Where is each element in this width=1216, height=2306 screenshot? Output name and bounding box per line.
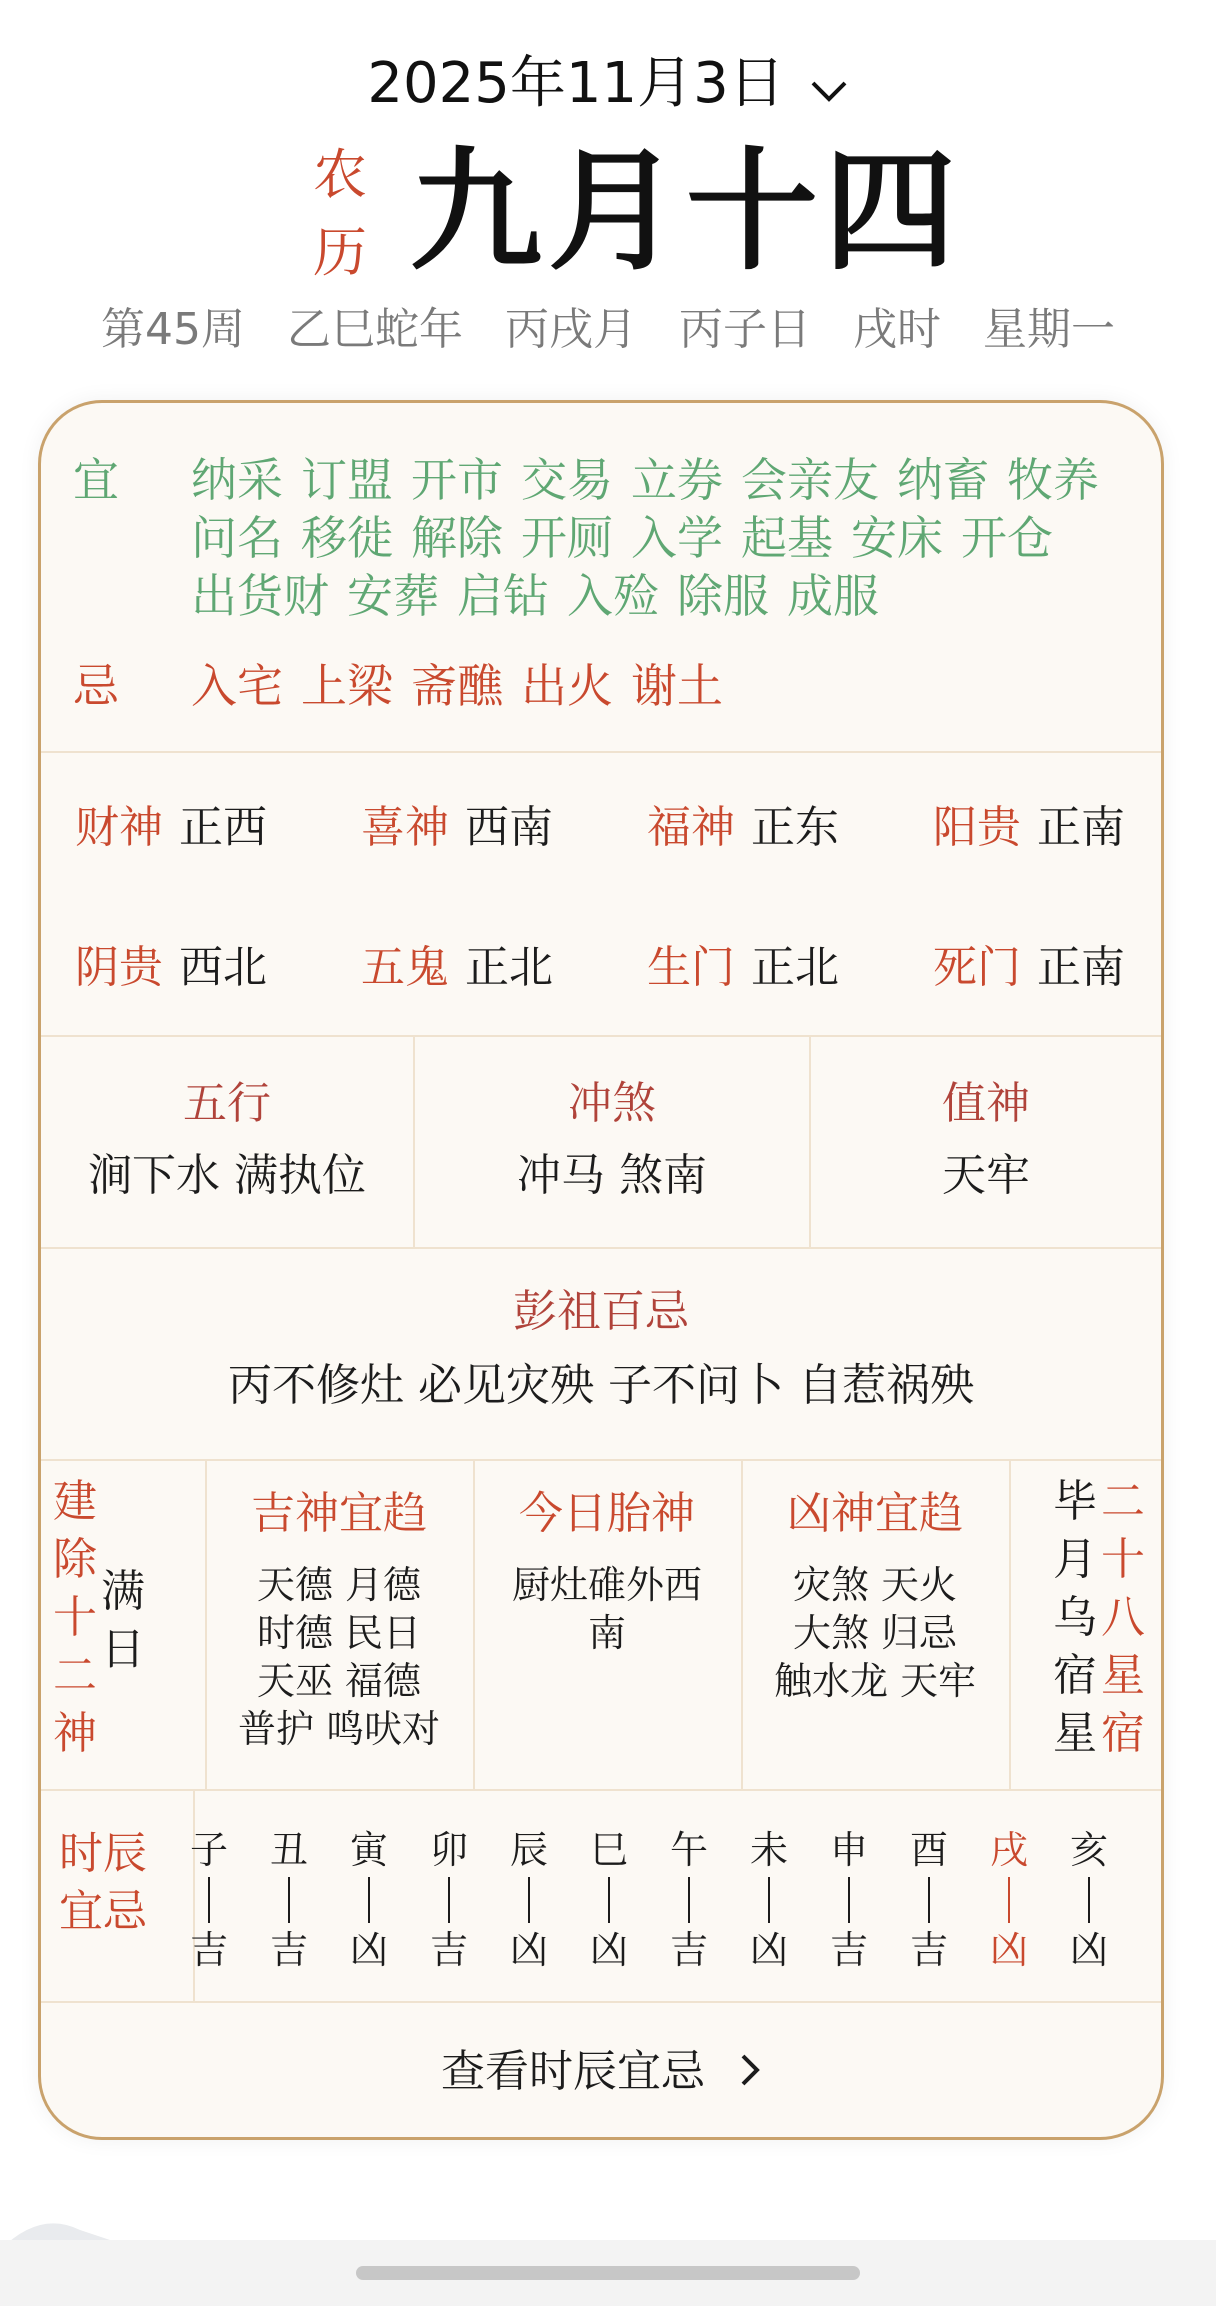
jianchu-label-char: 神: [53, 1708, 97, 1759]
ji-item: 谢土: [631, 659, 723, 713]
jishen-title: 吉神宜趋: [251, 1488, 427, 1539]
god-direction-item: [361, 939, 553, 997]
shichen-label-line: 时辰: [59, 1828, 147, 1879]
xiongshen-line: 大煞 归忌: [792, 1611, 958, 1655]
shichen-hour[interactable]: [659, 1825, 719, 1975]
hour-connector: [688, 1877, 690, 1923]
god-name: 阳贵: [933, 802, 1021, 853]
year-ganzhi: 乙巳蛇年: [287, 304, 463, 355]
shichen-hour[interactable]: [259, 1825, 319, 1975]
yi-item: 牧养: [1007, 453, 1099, 507]
pengzu-section: [41, 1247, 1161, 1461]
jianchu-label-char: 二: [53, 1650, 97, 1701]
god-name: 阴贵: [75, 942, 163, 993]
yi-item: 会亲友: [741, 453, 879, 507]
god-direction: 正东: [751, 802, 839, 853]
xiu-label-char: 二: [1101, 1476, 1145, 1527]
jishen-cell: [207, 1459, 471, 1789]
yi-item: 除服: [677, 569, 769, 623]
hour-ji: 凶: [589, 1928, 628, 1972]
shichen-row: [41, 1789, 1161, 2003]
hour-zhi: 辰: [509, 1828, 548, 1872]
god-direction-item: [75, 939, 267, 997]
shichen-hour[interactable]: [499, 1825, 559, 1975]
shichen-label-line: 宜忌: [59, 1886, 147, 1937]
jishen-list: [207, 1561, 471, 1753]
yi-item: 出货财: [191, 569, 329, 623]
hour-ji: 凶: [749, 1928, 788, 1972]
gods-detail-row: [41, 1459, 1161, 1791]
hour-ji: 凶: [1069, 1928, 1108, 1972]
god-name: 喜神: [361, 802, 449, 853]
date-label: 2025年11月3日: [367, 51, 785, 116]
god-direction: 正南: [1037, 802, 1125, 853]
view-shichen-button[interactable]: [41, 2001, 1161, 2140]
god-direction: 正北: [465, 942, 553, 993]
wuxing-cell: [41, 1035, 413, 1247]
ji-item: 上梁: [301, 659, 393, 713]
hour-connector: [768, 1877, 770, 1923]
hour-zhi: 戌: [989, 1828, 1028, 1872]
xiu-label-char: 八: [1101, 1592, 1145, 1643]
god-direction-item: [361, 799, 553, 857]
almanac-card: [38, 400, 1164, 2140]
ji-item: 入宅: [191, 659, 283, 713]
xiu-label: [1099, 1473, 1147, 1763]
pengzu-value: 丙不修灶 必见灾殃 子不问卜 自惹祸殃: [228, 1360, 974, 1411]
hour-connector: [608, 1877, 610, 1923]
god-direction: 西北: [179, 942, 267, 993]
hour-zhi: 卯: [429, 1828, 468, 1872]
home-indicator[interactable]: [356, 2266, 860, 2280]
ji-item: 出火: [521, 659, 613, 713]
xiongshen-line: 触水龙 天牢: [773, 1659, 977, 1703]
taishen-line: 厨灶碓外西: [511, 1563, 702, 1607]
chongsha-title: 冲煞: [568, 1078, 656, 1129]
yi-ji-section: [41, 403, 1161, 753]
hour-connector: [208, 1877, 210, 1923]
view-shichen-label: 查看时辰宜忌: [441, 2046, 705, 2097]
weekday: 星期一: [983, 304, 1115, 355]
shichen-hour[interactable]: [819, 1825, 879, 1975]
hour-ji: 凶: [989, 1928, 1028, 1972]
hour-ji: 吉: [909, 1928, 948, 1972]
ji-item: 斋醮: [411, 659, 503, 713]
god-name: 财神: [75, 802, 163, 853]
xiongshen-title: 凶神宜趋: [787, 1488, 963, 1539]
jishen-line: 天巫 福德: [256, 1659, 422, 1703]
shichen-hour[interactable]: [1059, 1825, 1119, 1975]
hour-zhi: 寅: [349, 1828, 388, 1872]
god-direction-item: [647, 939, 839, 997]
lunar-tag: [310, 136, 370, 292]
jianchu-value-char: 满: [101, 1566, 145, 1617]
wuxing-title: 五行: [183, 1078, 271, 1129]
hour-connector: [1088, 1877, 1090, 1923]
hour-connector: [528, 1877, 530, 1923]
hour-connector: [368, 1877, 370, 1923]
jishen-line: 时德 民日: [256, 1611, 422, 1655]
chevron-down-icon: [809, 51, 849, 123]
shichen-hour[interactable]: [339, 1825, 399, 1975]
month-ganzhi: 丙戌月: [505, 304, 637, 355]
god-name: 五鬼: [361, 942, 449, 993]
yi-item: 订盟: [301, 453, 393, 507]
yi-item: 成服: [787, 569, 879, 623]
god-name: 死门: [933, 942, 1021, 993]
hour-ji: 吉: [269, 1928, 308, 1972]
hour-ji: 吉: [669, 1928, 708, 1972]
xiongshen-cell: [743, 1459, 1007, 1789]
lunar-header: [0, 132, 1216, 292]
yi-item: 解除: [411, 511, 503, 565]
zhishen-value: 天牢: [942, 1150, 1030, 1201]
yi-item: 交易: [521, 453, 613, 507]
yi-item: 入学: [631, 511, 723, 565]
xiu-label-char: 星: [1101, 1650, 1145, 1701]
ji-items: [191, 657, 741, 715]
hour-connector: [288, 1877, 290, 1923]
hour-zhi: 未: [749, 1828, 788, 1872]
hour-connector: [848, 1877, 850, 1923]
yi-item: 纳畜: [897, 453, 989, 507]
taishen-line: 南: [587, 1611, 626, 1655]
yi-items: [191, 451, 1164, 625]
ji-label: 忌: [73, 659, 119, 713]
taishen-list: [475, 1561, 739, 1657]
hour-zhi: 午: [669, 1828, 708, 1872]
hour-zhi: 巳: [589, 1828, 628, 1872]
xiu-value-char: 星: [1053, 1708, 1097, 1759]
shichen-hour[interactable]: [739, 1825, 799, 1975]
day-ganzhi: 丙子日: [679, 304, 811, 355]
god-direction: 西南: [465, 802, 553, 853]
shichen-hour[interactable]: [579, 1825, 639, 1975]
gods-directions: [41, 751, 1161, 1037]
god-direction: 正北: [751, 942, 839, 993]
chongsha-value: 冲马 煞南: [517, 1150, 707, 1201]
chevron-right-icon: [739, 2003, 761, 2140]
god-direction-item: [75, 799, 267, 857]
divider: [1009, 1459, 1011, 1789]
yi-item: 入殓: [567, 569, 659, 623]
xiu-value: [1051, 1473, 1099, 1763]
hour-ji: 吉: [829, 1928, 868, 1972]
yi-item: 移徙: [301, 511, 393, 565]
yi-item: 起基: [741, 511, 833, 565]
lunar-date: 九月十四: [410, 135, 962, 289]
chongsha-cell: [415, 1035, 809, 1247]
yi-item: 纳采: [191, 453, 283, 507]
xiu-value-char: 宿: [1053, 1650, 1097, 1701]
wuxing-value: 涧下水 满执位: [88, 1150, 366, 1201]
date-selector[interactable]: [0, 48, 1216, 123]
yi-item: 立券: [631, 453, 723, 507]
hour-zhi: 子: [189, 1828, 228, 1872]
hour-connector: [1008, 1877, 1010, 1923]
hour-zhi: 申: [829, 1828, 868, 1872]
hour-zhi: 丑: [269, 1828, 308, 1872]
jishen-line: 普护 鸣吠对: [237, 1707, 441, 1751]
zhishen-title: 值神: [942, 1078, 1030, 1129]
yi-item: 问名: [191, 511, 283, 565]
jianchu-label-char: 十: [53, 1592, 97, 1643]
date-info-line: [0, 300, 1216, 360]
hour-ji: 吉: [429, 1928, 468, 1972]
hour-ji: 吉: [189, 1928, 228, 1972]
hour-ganzhi: 戌时: [853, 304, 941, 355]
zhishen-cell: [811, 1035, 1161, 1247]
god-direction-item: [933, 939, 1125, 997]
xiongshen-line: 灾煞 天火: [792, 1563, 958, 1607]
xiu-value-char: 毕: [1053, 1476, 1097, 1527]
lunar-tag-char: 农: [313, 143, 367, 206]
yi-item: 安葬: [347, 569, 439, 623]
hour-ji: 凶: [509, 1928, 548, 1972]
xiu-value-char: 乌: [1053, 1592, 1097, 1643]
wuxing-chongsha-row: [41, 1035, 1161, 1249]
lunar-tag-char: 历: [313, 221, 367, 284]
jianchu-label: [51, 1473, 99, 1763]
pengzu-title: 彭祖百忌: [513, 1286, 689, 1337]
yi-item: 开市: [411, 453, 503, 507]
hour-connector: [448, 1877, 450, 1923]
god-direction-item: [647, 799, 839, 857]
xiu-label-char: 宿: [1101, 1708, 1145, 1759]
hour-connector: [928, 1877, 930, 1923]
week-number: 第45周: [101, 304, 245, 355]
hour-zhi: 亥: [1069, 1828, 1108, 1872]
god-name: 福神: [647, 802, 735, 853]
shichen-hour[interactable]: [179, 1825, 239, 1975]
hour-ji: 凶: [349, 1928, 388, 1972]
jianchu-label-char: 除: [53, 1534, 97, 1585]
taishen-title: 今日胎神: [519, 1488, 695, 1539]
jishen-line: 天德 月德: [256, 1563, 422, 1607]
jianchu-value-char: 日: [101, 1624, 145, 1675]
god-name: 生门: [647, 942, 735, 993]
god-direction-item: [933, 799, 1125, 857]
yi-label: 宜: [73, 453, 119, 507]
god-direction: 正西: [179, 802, 267, 853]
yi-item: 开仓: [961, 511, 1053, 565]
shichen-hour-current[interactable]: [979, 1825, 1039, 1975]
god-direction: 正南: [1037, 942, 1125, 993]
xiu-value-char: 月: [1053, 1534, 1097, 1585]
shichen-hour[interactable]: [419, 1825, 479, 1975]
hour-zhi: 酉: [909, 1828, 948, 1872]
shichen-label: [53, 1825, 153, 1941]
xiongshen-list: [743, 1561, 1007, 1705]
yi-item: 安床: [851, 511, 943, 565]
shichen-hour[interactable]: [899, 1825, 959, 1975]
taishen-cell: [475, 1459, 739, 1789]
jianchu-value: [99, 1563, 147, 1679]
jianchu-label-char: 建: [53, 1476, 97, 1527]
yi-item: 开厕: [521, 511, 613, 565]
yi-item: 启钻: [457, 569, 549, 623]
xiu-label-char: 十: [1101, 1534, 1145, 1585]
